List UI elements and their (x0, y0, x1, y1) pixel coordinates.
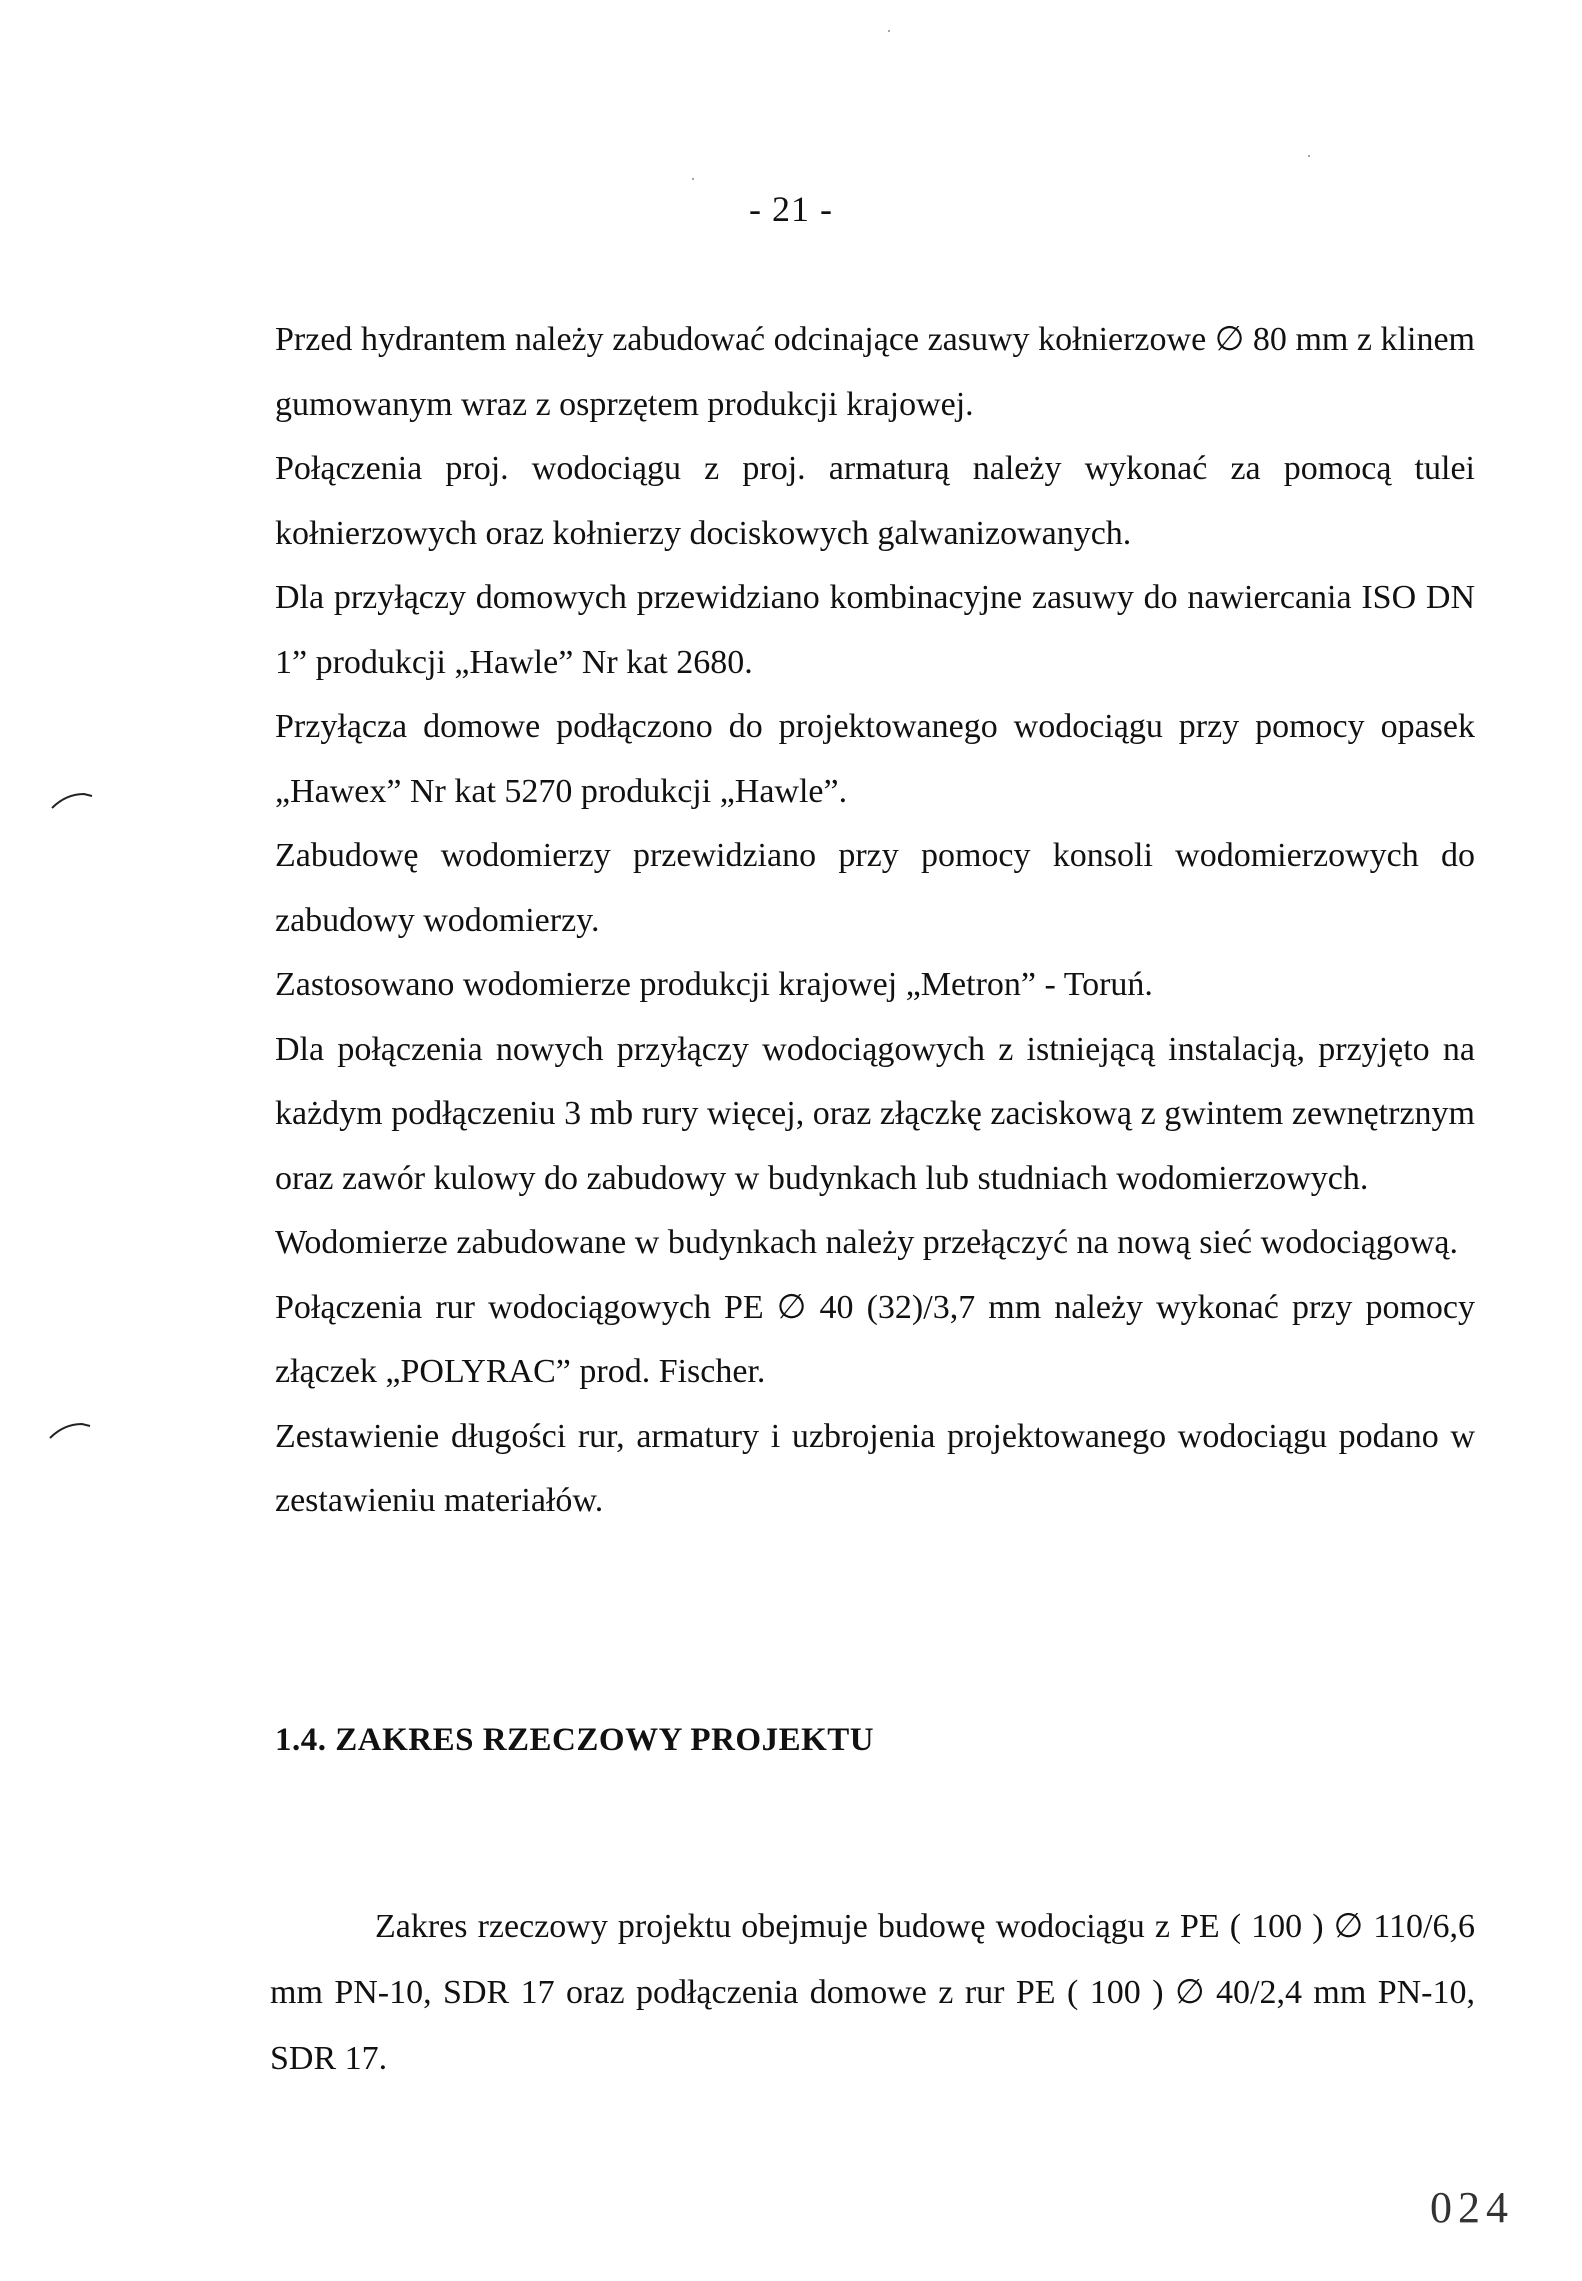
paragraph-hydrant-valves: Przed hydrantem należy zabudować odcinające zasuwy kołnierzowe ∅ 80 mm z klinem gumowanym wraz z osprzętem produkcji krajowej. (275, 321, 1475, 423)
margin-tick-mark (48, 1420, 92, 1440)
paragraph-meter-switch: Wodomierze zabudowane w budynkach należy przełączyć na nową sieć wodociągową. (275, 1224, 1458, 1261)
page-number: - 21 - (749, 189, 833, 229)
paragraph-connection-details: Dla połączenia nowych przyłączy wodociągowych z istniejącą instalacją, przyjęto na każdym podłączeniu 3 mb rury więcej, oraz złączkę zaciskową z gwintem zewnętrznym oraz zawór kulowy do zabudowy w budynkach lub studniach wodomierzowych. (275, 1030, 1475, 1197)
paragraph-flange-connections: Połączenia proj. wodociągu z proj. armaturą należy wykonać za pomocą tulei kołnierzowych oraz kołnierzy dociskowych galwanizowanych. (275, 450, 1475, 552)
file-number: 024 (1430, 2183, 1514, 2232)
scan-speck (692, 178, 694, 180)
body-text (275, 308, 1475, 1534)
section-scope-text: Zakres rzeczowy projektu obejmuje budowę wodociągu z PE ( 100 ) ∅ 110/6,6 mm PN-10, SDR 17 oraz podłączenia domowe z rur PE ( 100 ) ∅ 40/2,4 mm PN-10, SDR 17. (270, 1908, 1475, 2077)
scan-speck (1308, 155, 1310, 157)
paragraph-meter-consoles: Zabudowę wodomierzy przewidziano przy pomocy konsoli wodomierzowych do zabudowy wodomierzy. (275, 837, 1475, 939)
paragraph-house-connection-valves: Dla przyłączy domowych przewidziano kombinacyjne zasuwy do nawiercania ISO DN 1” produkcji „Hawle” Nr kat 2680. (275, 579, 1475, 681)
paragraph-materials-list: Zestawienie długości rur, armatury i uzbrojenia projektowanego wodociągu podano w zestawieniu materiałów. (275, 1417, 1475, 1519)
paragraph-pipe-couplings: Połączenia rur wodociągowych PE ∅ 40 (32)/3,7 mm należy wykonać przy pomocy złączek „POLYRAC” prod. Fischer. (275, 1288, 1475, 1390)
section-heading: 1.4. ZAKRES RZECZOWY PROJEKTU (275, 1722, 875, 1758)
margin-tick-mark (50, 790, 94, 810)
paragraph-tapping-saddles: Przyłącza domowe podłączono do projektowanego wodociągu przy pomocy opasek „Hawex” Nr kat 5270 produkcji „Hawle”. (275, 708, 1475, 810)
paragraph-meters: Zastosowano wodomierze produkcji krajowej „Metron” - Toruń. (275, 966, 1153, 1003)
scan-speck (888, 30, 890, 32)
